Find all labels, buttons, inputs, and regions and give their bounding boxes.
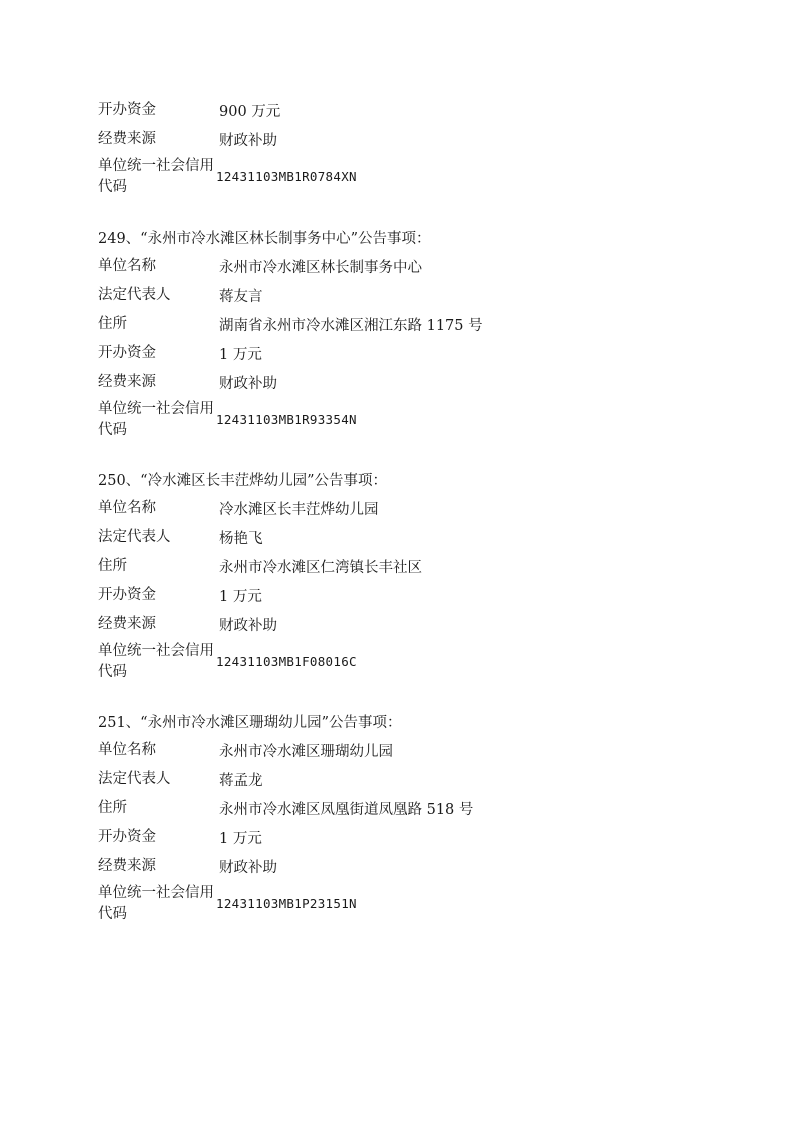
field-row-source [98, 610, 698, 639]
field-label: 单位名称 [98, 742, 156, 758]
field-row-representative [98, 523, 698, 552]
field-value: 1 万元 [219, 347, 262, 363]
field-label: 开办资金 [98, 345, 156, 361]
field-row-address [98, 552, 698, 581]
entry-heading: 249、“永州市冷水滩区林长制事务中心”公告事项： [98, 230, 431, 247]
field-label: 单位统一社会信用代码 [98, 642, 214, 680]
field-label: 单位统一社会信用代码 [98, 884, 214, 922]
field-row-funds [98, 823, 698, 852]
field-row-credit-code [98, 154, 698, 199]
field-row-credit-code [98, 639, 698, 684]
field-row-address [98, 310, 698, 339]
field-label: 开办资金 [98, 587, 156, 603]
field-row-funds [98, 339, 698, 368]
field-label: 单位统一社会信用代码 [98, 157, 214, 195]
field-row-source [98, 852, 698, 881]
field-label: 单位统一社会信用代码 [98, 400, 214, 438]
field-value: 湖南省永州市冷水滩区湘江东路 1175 号 [219, 318, 483, 334]
field-label: 住所 [98, 800, 127, 816]
field-row-name [98, 494, 698, 523]
field-value: 永州市冷水滩区仁湾镇长丰社区 [219, 560, 422, 576]
field-value: 财政补助 [219, 618, 277, 634]
field-value: 永州市冷水滩区珊瑚幼儿园 [219, 744, 393, 760]
field-row-representative [98, 765, 698, 794]
field-value: 1 万元 [219, 589, 262, 605]
field-row-address [98, 794, 698, 823]
entry-heading: 250、“冷水滩区长丰茳烨幼儿园”公告事项： [98, 472, 388, 489]
field-label: 法定代表人 [98, 287, 171, 303]
field-value: 12431103MB1P23151N [216, 896, 357, 911]
field-label: 开办资金 [98, 829, 156, 845]
field-value: 杨艳飞 [219, 531, 263, 547]
field-value: 永州市冷水滩区林长制事务中心 [219, 260, 422, 276]
field-label: 经费来源 [98, 374, 156, 390]
field-value: 蒋孟龙 [219, 773, 263, 789]
field-row-funds [98, 96, 698, 125]
field-value: 冷水滩区长丰茳烨幼儿园 [219, 502, 379, 518]
field-label: 单位名称 [98, 258, 156, 274]
field-value: 900 万元 [219, 104, 281, 120]
field-row-name [98, 736, 698, 765]
field-label: 经费来源 [98, 131, 156, 147]
field-row-representative [98, 281, 698, 310]
field-row-source [98, 368, 698, 397]
field-label: 法定代表人 [98, 529, 171, 545]
field-label: 经费来源 [98, 858, 156, 874]
field-value: 财政补助 [219, 860, 277, 876]
field-value: 财政补助 [219, 376, 277, 392]
notice-entry-251 [98, 706, 698, 926]
field-row-credit-code [98, 397, 698, 442]
field-value: 财政补助 [219, 133, 277, 149]
field-row-credit-code [98, 881, 698, 926]
field-row-source [98, 125, 698, 154]
field-label: 法定代表人 [98, 771, 171, 787]
field-label: 开办资金 [98, 102, 156, 118]
field-label: 单位名称 [98, 500, 156, 516]
field-value: 1 万元 [219, 831, 262, 847]
field-row-name [98, 252, 698, 281]
notice-entry-249 [98, 222, 698, 442]
field-row-funds [98, 581, 698, 610]
field-label: 住所 [98, 316, 127, 332]
notice-entry-250 [98, 464, 698, 684]
field-value: 12431103MB1F08016C [216, 654, 357, 669]
entry-heading: 251、“永州市冷水滩区珊瑚幼儿园”公告事项： [98, 714, 402, 731]
field-value: 蒋友言 [219, 289, 263, 305]
field-value: 12431103MB1R93354N [216, 412, 357, 427]
field-label: 住所 [98, 558, 127, 574]
field-value: 12431103MB1R0784XN [216, 169, 357, 184]
field-label: 经费来源 [98, 616, 156, 632]
continuation-block [98, 96, 698, 199]
field-value: 永州市冷水滩区凤凰街道凤凰路 518 号 [219, 802, 474, 818]
